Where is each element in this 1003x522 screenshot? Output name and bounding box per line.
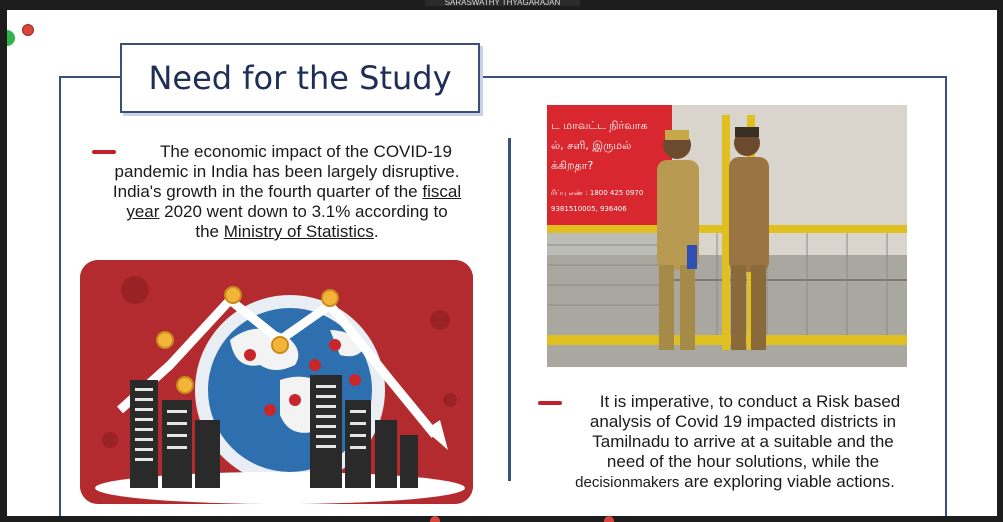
sign-line-4: ரிப்பு எண் : 1800 425 0970 bbox=[551, 189, 644, 197]
slide bbox=[7, 10, 997, 516]
right-line-4: need of the hour solutions, while the bbox=[606, 452, 880, 471]
year-link: year bbox=[126, 202, 160, 221]
speaker-name: SARASWATHY THYAGARAJAN bbox=[425, 0, 580, 6]
left-line-3-text: India's growth in the fourth quarter of the bbox=[112, 182, 418, 201]
economy-graphic-icon bbox=[80, 260, 473, 504]
green-indicator-icon[interactable] bbox=[7, 30, 15, 46]
left-line-3 bbox=[87, 182, 487, 202]
police-barricade-photo-icon bbox=[547, 105, 907, 367]
sign-line-1: ட மாவட்ட நிர்வாக bbox=[551, 119, 648, 132]
vertical-divider bbox=[508, 138, 511, 481]
right-paragraph bbox=[535, 392, 935, 493]
left-line-5 bbox=[87, 222, 487, 242]
ministry-link: Ministry of Statistics bbox=[223, 222, 374, 241]
right-line-2: analysis of Covid 19 impacted districts in bbox=[589, 412, 897, 431]
right-line-5-text: are exploring viable actions. bbox=[684, 472, 895, 491]
left-line-1: The economic impact of the COVID-19 bbox=[160, 142, 452, 161]
left-line-4-text: 2020 went down to 3.1% according to bbox=[164, 202, 448, 221]
bottom-indicator-icon[interactable] bbox=[430, 516, 440, 522]
left-paragraph bbox=[87, 142, 487, 242]
sign-line-3: க்கிறதா? bbox=[551, 159, 594, 172]
sign-line-5: 9381510005, 936406 bbox=[551, 205, 627, 213]
record-icon[interactable] bbox=[22, 24, 34, 36]
page-title: Need for the Study bbox=[148, 59, 452, 97]
fiscal-link: fiscal bbox=[422, 182, 462, 201]
sign-line-2: ல், சளி, இருமல் bbox=[551, 139, 632, 152]
decisionmakers-text: decisionmakers bbox=[575, 474, 680, 491]
period-text: . bbox=[373, 222, 379, 241]
bottom-bar bbox=[0, 516, 1003, 522]
top-bar bbox=[0, 0, 1003, 10]
lockdown-police-photo bbox=[547, 105, 907, 367]
title-box bbox=[120, 43, 480, 113]
right-line-5 bbox=[535, 472, 935, 493]
right-line-3: Tamilnadu to arrive at a suitable and the bbox=[592, 432, 894, 451]
left-line-2: pandemic in India has been largely disruptive. bbox=[114, 162, 460, 181]
the-text: the bbox=[195, 222, 219, 241]
covid-economy-illustration bbox=[80, 260, 473, 504]
left-line-4 bbox=[87, 202, 487, 222]
right-line-1: It is imperative, to conduct a Risk based bbox=[599, 392, 901, 411]
bottom-indicator-icon[interactable] bbox=[604, 516, 614, 522]
